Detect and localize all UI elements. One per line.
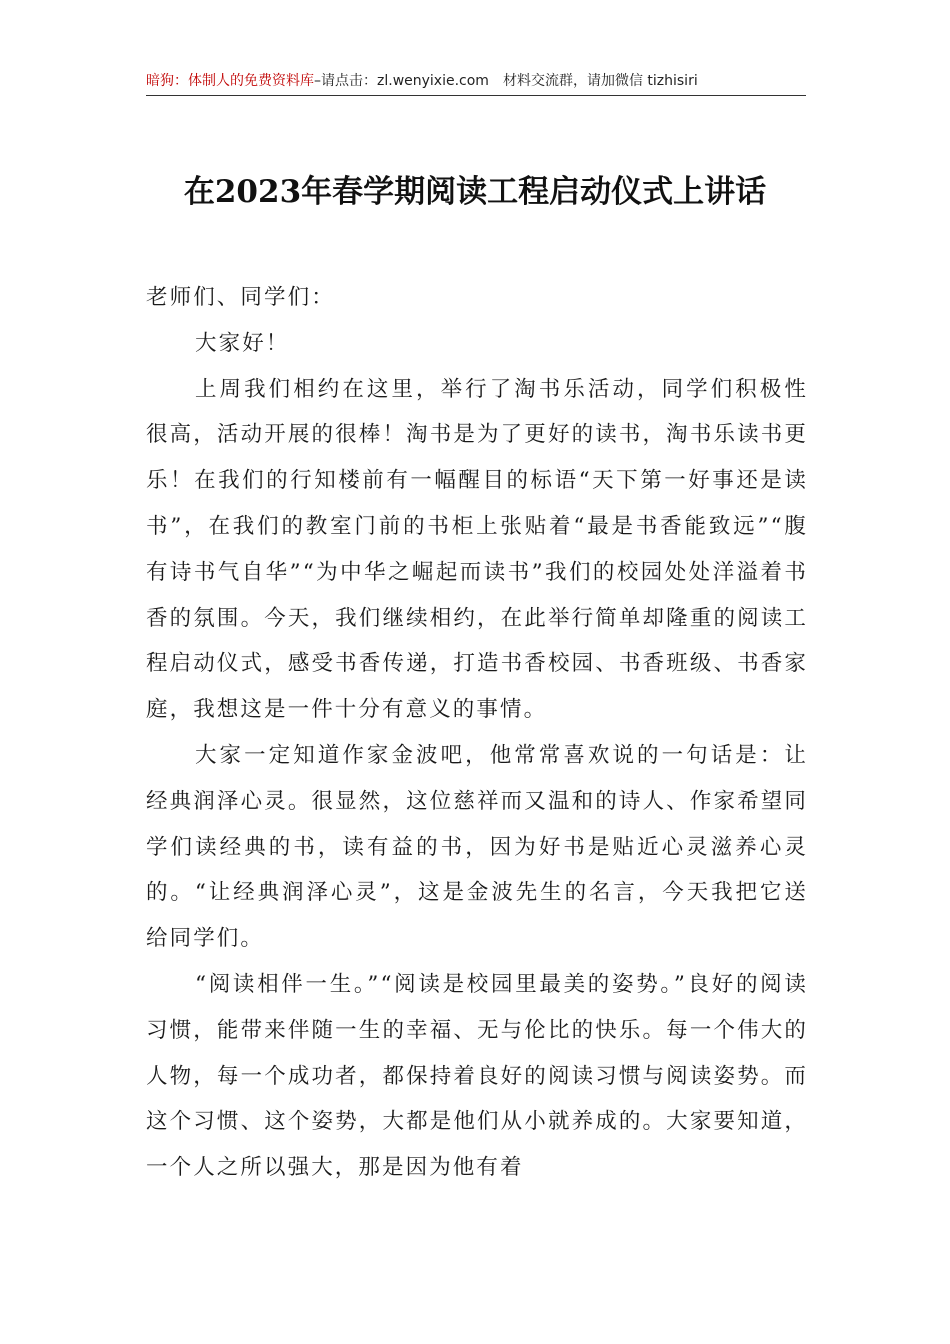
document-title: 在2023年春学期阅读工程启动仪式上讲话 xyxy=(183,174,767,210)
salutation: 老师们、同学们： xyxy=(146,285,335,310)
paragraph: 大家一定知道作家金波吧，他常常喜欢说的一句话是：让经典润泽心灵。很显然，这位慈祥而又温和的诗人、作家希望同学们读经典的书，读有益的书，因为好书是贴近心灵滋养心灵的。“让经典润泽心灵”，这是金波先生的名言，今天我把它送给同学们。 xyxy=(146,742,808,952)
header-url-link[interactable]: zl.wenyixie.com xyxy=(377,73,489,89)
greeting: 大家好！ xyxy=(195,330,290,356)
header-brand: 暗狗：体制人的免费资料库 xyxy=(146,73,314,89)
paragraph: “阅读相伴一生。”“阅读是校园里最美的姿势。”良好的阅读习惯，能带来伴随一生的幸福、无与伦比的快乐。每一个伟大的人物，每一个成功者，都保持着良好的阅读习惯与阅读姿势。而这个习惯、这个姿势，大都是他们从小就养成的。大家要知道，一个人之所以强大，那是因为他有着 xyxy=(146,971,808,1181)
page-header xyxy=(146,70,806,94)
header-click-text: –请点击： xyxy=(314,73,377,89)
document-body xyxy=(146,275,808,1191)
header-divider xyxy=(146,95,806,96)
header-contact: 材料交流群，请加微信 tizhisiri xyxy=(502,73,698,89)
paragraph: 上周我们相约在这里，举行了淘书乐活动，同学们积极性很高，活动开展的很棒！淘书是为了更好的读书，淘书乐读书更乐！在我们的行知楼前有一幅醒目的标语“天下第一好事还是读书”，在我们的教室门前的书柜上张贴着“最是书香能致远”“腹有诗书气自华”“为中华之崛起而读书”我们的校园处处洋溢着书香的氛围。今天，我们继续相约，在此举行简单却隆重的阅读工程启动仪式，感受书香传递，打造书香校园、书香班级、书香家庭，我想这是一件十分有意义的事情。 xyxy=(146,376,808,723)
